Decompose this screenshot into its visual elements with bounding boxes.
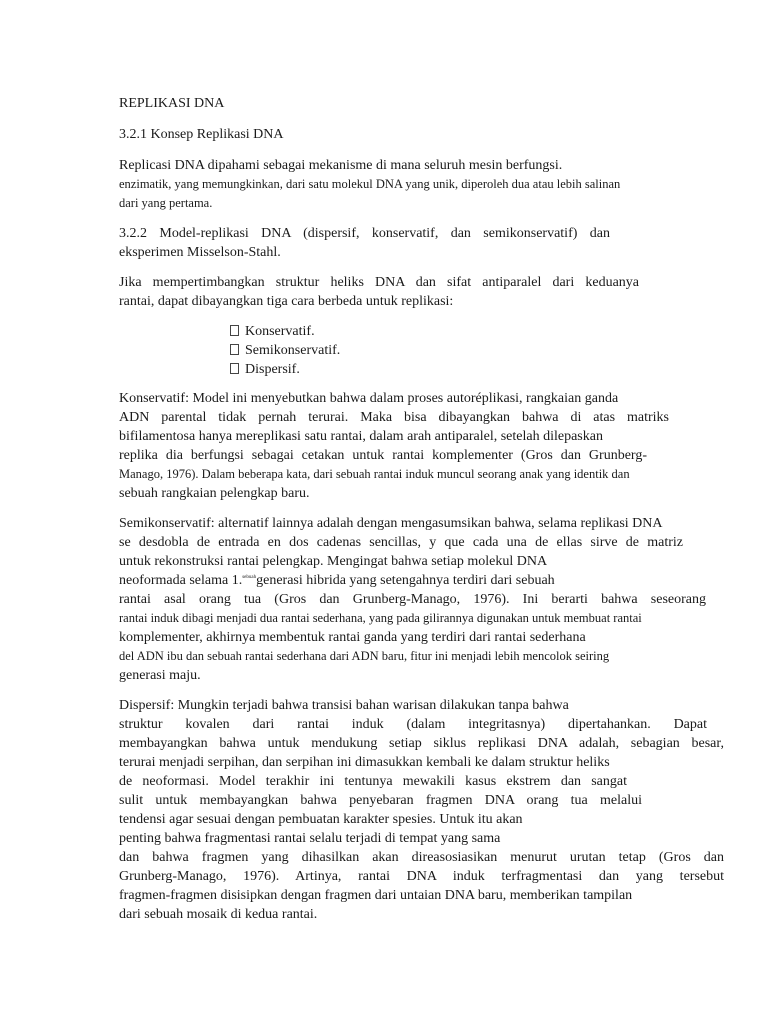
text-line: eksperimen Misselson-Stahl.: [119, 245, 281, 260]
text-line: dan bahwa fragmen yang dihasilkan akan direasosiasikan menurut urutan tetap (Gros dan: [119, 850, 724, 865]
paragraph-konsep: [119, 156, 729, 213]
list-item: [230, 341, 729, 360]
superscript-note: sebuah: [242, 575, 257, 580]
text-line: replika dia berfungsi sebagai cetakan untuk rantai komplementer (Gros dan Grunberg-: [119, 448, 647, 463]
text-line: penting bahwa fragmentasi rantai selalu terjadi di tempat yang sama: [119, 831, 501, 846]
document-title: REPLIKASI DNA: [119, 96, 225, 111]
text-line: ADN parental tidak pernah terurai. Maka bisa dibayangkan bahwa di atas matriks: [119, 410, 669, 425]
text-line: del ADN ibu dan sebuah rantai sederhana dari ADN baru, fitur ini menjadi lebih mencolok seiring: [119, 649, 610, 663]
text-line: 3.2.2 Model-replikasi DNA (dispersif, konservatif, dan semikonservatif) dan: [119, 226, 610, 241]
text-line: tendensi agar sesuai dengan pembuatan karakter spesies. Untuk itu akan: [119, 812, 523, 827]
paragraph-semikonservatif: [119, 514, 729, 685]
text-line: rantai asal orang tua (Gros dan Grunberg-Manago, 1976). Ini berarti bahwa seseorang: [119, 592, 706, 607]
list-item-label: Konservatif.: [245, 324, 315, 339]
text-line: terurai menjadi serpihan, dan serpihan ini dimasukkan kembali ke dalam struktur heliks: [119, 755, 610, 770]
text-line: fragmen-fragmen disisipkan dengan fragmen dari untaian DNA baru, memberikan tampilan: [119, 888, 633, 903]
checkbox-glyph-icon: [230, 363, 239, 374]
checkbox-glyph-icon: [230, 325, 239, 336]
text-fragment: generasi hibrida yang setengahnya terdiri dari sebuah: [256, 573, 555, 588]
text-line: generasi maju.: [119, 668, 201, 683]
section-heading-model: [119, 224, 729, 262]
section-heading-konsep: 3.2.1 Konsep Replikasi DNA: [119, 127, 284, 142]
text-line: rantai induk dibagi menjadi dua rantai sederhana, yang pada gilirannya digunakan untuk membuat rantai: [119, 611, 642, 625]
list-item-label: Semikonservatif.: [245, 343, 341, 358]
text-line: dari yang pertama.: [119, 196, 213, 210]
text-line: Manago, 1976). Dalam beberapa kata, dari sebuah rantai induk muncul seorang anak yang identik dan: [119, 467, 630, 481]
text-line: enzimatik, yang memungkinkan, dari satu molekul DNA yang unik, diperoleh dua atau lebih salinan: [119, 177, 621, 191]
paragraph-konservatif: [119, 389, 729, 503]
text-line: Dispersif: Mungkin terjadi bahwa transisi bahan warisan dilakukan tanpa bahwa: [119, 698, 569, 713]
text-line: Jika mempertimbangkan struktur heliks DNA dan sifat antiparalel dari keduanya: [119, 275, 639, 290]
list-item-label: Dispersif.: [245, 362, 300, 377]
document-content: [119, 94, 729, 935]
text-line: sebuah rangkaian pelengkap baru.: [119, 486, 310, 501]
text-line: Semikonservatif: alternatif lainnya adalah dengan mengasumsikan bahwa, selama replikasi DNA: [119, 516, 663, 531]
text-line: Konservatif: Model ini menyebutkan bahwa dalam proses autoréplikasi, rangkaian ganda: [119, 391, 619, 406]
text-fragment: neoformada selama 1.: [119, 573, 243, 588]
replication-model-list: [230, 322, 729, 379]
text-line: struktur kovalen dari rantai induk (dalam integritasnya) dipertahankan. Dapat: [119, 717, 707, 732]
paragraph-intro: [119, 273, 729, 311]
text-line: sulit untuk membayangkan bahwa penyebaran fragmen DNA orang tua melalui: [119, 793, 642, 808]
text-line: Grunberg-Manago, 1976). Artinya, rantai DNA induk terfragmentasi dan yang tersebut: [119, 869, 724, 884]
text-line: Replicasi DNA dipahami sebagai mekanisme di mana seluruh mesin berfungsi.: [119, 158, 563, 173]
text-line: komplementer, akhirnya membentuk rantai ganda yang terdiri dari rantai sederhana: [119, 630, 586, 645]
text-line: rantai, dapat dibayangkan tiga cara berbeda untuk replikasi:: [119, 294, 454, 309]
text-line: de neoformasi. Model terakhir ini tentunya mewakili kasus ekstrem dan sangat: [119, 774, 627, 789]
text-line: untuk rekonstruksi rantai pelengkap. Mengingat bahwa setiap molekul DNA: [119, 554, 548, 569]
paragraph-dispersif: [119, 696, 729, 924]
checkbox-glyph-icon: [230, 344, 239, 355]
text-line: se desdobla de entrada en dos cadenas sencillas, y que cada una de ellas sirve de matriz: [119, 535, 683, 550]
list-item: [230, 322, 729, 341]
list-item: [230, 360, 729, 379]
text-line: bifilamentosa hanya mereplikasi satu rantai, dalam arah antiparalel, setelah dilepaskan: [119, 429, 603, 444]
text-line: dari sebuah mosaik di kedua rantai.: [119, 907, 318, 922]
text-line: membayangkan bahwa untuk mendukung setiap siklus replikasi DNA adalah, sebagian besar,: [119, 736, 724, 751]
text-line: [119, 571, 729, 590]
